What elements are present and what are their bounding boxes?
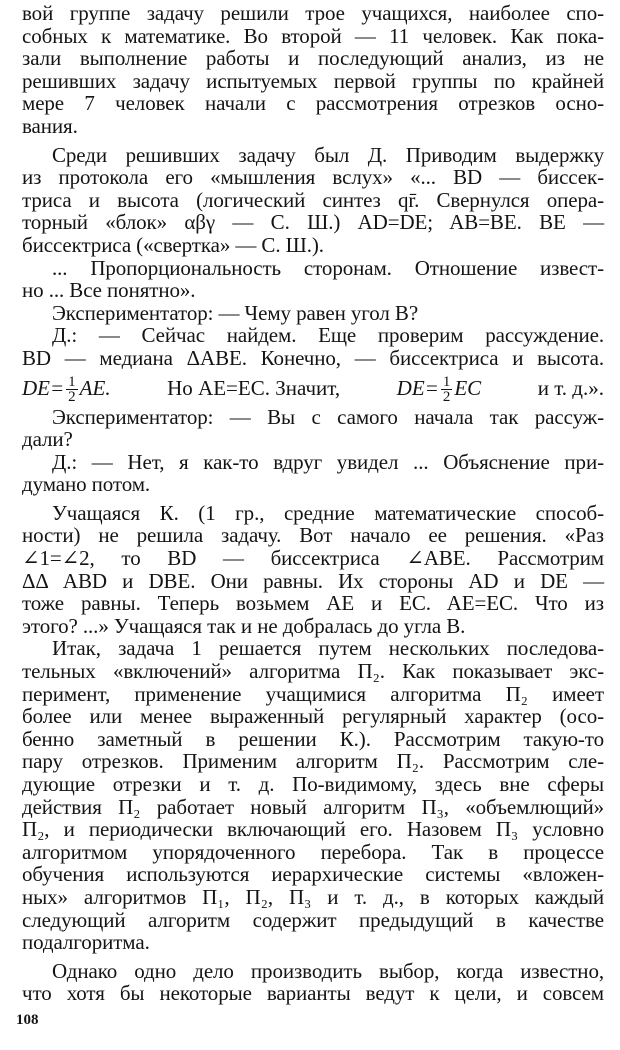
text-line: дали? <box>22 427 73 452</box>
formula-term: EC <box>454 375 482 400</box>
text-line: следующий алгоритм содержит предыдущий в качестве <box>22 907 604 932</box>
document-page <box>22 2 604 1005</box>
paragraph <box>22 2 604 138</box>
fraction-one-half: $\frac{1}{2}$ <box>68 374 76 406</box>
text-line: вания. <box>22 113 78 138</box>
paragraph <box>22 302 604 325</box>
text-line: перимент, применение учащимися алгоритма П₂ имеет <box>22 681 604 706</box>
text-line: что хотя бы некоторые варианты ведут к цели, и совсем <box>22 981 604 1006</box>
paragraph <box>22 451 604 496</box>
text-line: Однако одно дело производить выбор, когда известно, <box>52 958 604 983</box>
text-line: ... Пропорциональность сторонам. Отношение извест- <box>52 255 604 280</box>
text-line: но ... Все понятно». <box>22 278 196 303</box>
text-line: алгоритмом упорядоченного перебора. Так в процессе <box>22 839 604 864</box>
text-line: действия П₂ работает новый алгоритм П₃, «объемлющий» <box>22 794 604 819</box>
paragraph <box>22 637 604 953</box>
text-line: ∠1=∠2, то BD — биссектриса ∠ABE. Рассмотрим <box>22 546 604 571</box>
text-line: думано потом. <box>22 472 151 497</box>
text-line: дующие отрезки и т. д. По-видимому, здесь вне сферы <box>22 772 604 796</box>
text-line: Д.: — Сейчас найдем. Еще проверим рассуждение. <box>52 323 604 348</box>
text-line: тоже равны. Теперь возьмем AE и EC. AE=EC. Что из <box>22 591 604 616</box>
text-line: биссектриса («свертка» — С. Ш.). <box>22 232 324 257</box>
text-line: Экспериментатор: — Вы с самого начала так рассуж- <box>52 404 604 429</box>
paragraph <box>22 960 604 1005</box>
fraction-one-half: $\frac{1}{2}$ <box>442 374 451 406</box>
text-line: собных к математике. Во второй — 11 человек. Как пока- <box>22 23 604 48</box>
formula-term: DE= <box>396 375 439 400</box>
formula-text: Но AE=EC. Значит, <box>167 375 341 400</box>
paragraph <box>22 324 604 405</box>
text-line: мере 7 человек начали с рассмотрения отрезков осно- <box>22 91 604 116</box>
paragraph <box>22 257 604 302</box>
text-line: более или менее выраженный регулярный характер (осо- <box>22 704 604 729</box>
text-line: BD — медиана ΔABE. Конечно, — биссектриса и высота. <box>22 345 604 370</box>
formula-term: AE. <box>79 375 111 400</box>
formula-line <box>22 370 604 406</box>
text-line: торный «блок» αβγ — С. Ш.) AD=DE; AB=BE. BE — <box>22 210 604 235</box>
text-line: подалгоритма. <box>22 930 150 955</box>
text-line: зали выполнение работы и последующий анализ, из не <box>22 46 604 71</box>
text-line: ности) не решила задачу. Вот начало ее решения. «Раз <box>22 523 604 548</box>
paragraph <box>22 502 604 638</box>
text-line: Среди решивших задачу был Д. Приводим выдержку <box>52 142 604 167</box>
text-line: вой группе задачу решили трое учащихся, наиболее спо- <box>22 1 604 25</box>
text-line: бенно заметный в решении К.). Рассмотрим такую-то <box>22 726 604 751</box>
text-line: ных» алгоритмов П₁, П₂, П₃ и т. д., в которых каждый <box>22 884 604 909</box>
text-line: решивших задачу испытуемых первой группы по крайней <box>22 68 604 93</box>
text-line: тельных «включений» алгоритма П₂. Как показывает экс- <box>22 659 604 684</box>
text-line: ΔΔ ABD и DBE. Они равны. Их стороны AD и DE — <box>22 568 604 593</box>
paragraph <box>22 406 604 451</box>
text-line: Д.: — Нет, я как-то вдруг увидел ... Объяснение при- <box>52 449 604 474</box>
formula-term: DE= <box>22 375 65 400</box>
text-line: Экспериментатор: — Чему равен угол B? <box>52 300 419 325</box>
paragraph <box>22 144 604 257</box>
text-line: триса и высота (логический синтез qr̄. Свернулся опера- <box>22 187 604 212</box>
text-line: Учащаяся К. (1 гр., средние математические способ- <box>52 500 604 525</box>
text-line: этого? ...» Учащаяся так и не добралась до угла B. <box>22 613 466 638</box>
text-line: Итак, задача 1 решается путем нескольких последова- <box>52 636 604 661</box>
formula-text: и т. д.». <box>537 375 604 400</box>
text-line: пару отрезков. Применим алгоритм П₂. Рассмотрим сле- <box>22 749 604 774</box>
text-line: из протокола его «мышления вслух» «... BD — биссек- <box>22 165 604 190</box>
text-line: обучения используются иерархические системы «вложен- <box>22 862 604 887</box>
page-number: 108 <box>16 1012 39 1028</box>
text-line: П₂, и периодически включающий его. Назовем П₃ условно <box>22 817 604 842</box>
